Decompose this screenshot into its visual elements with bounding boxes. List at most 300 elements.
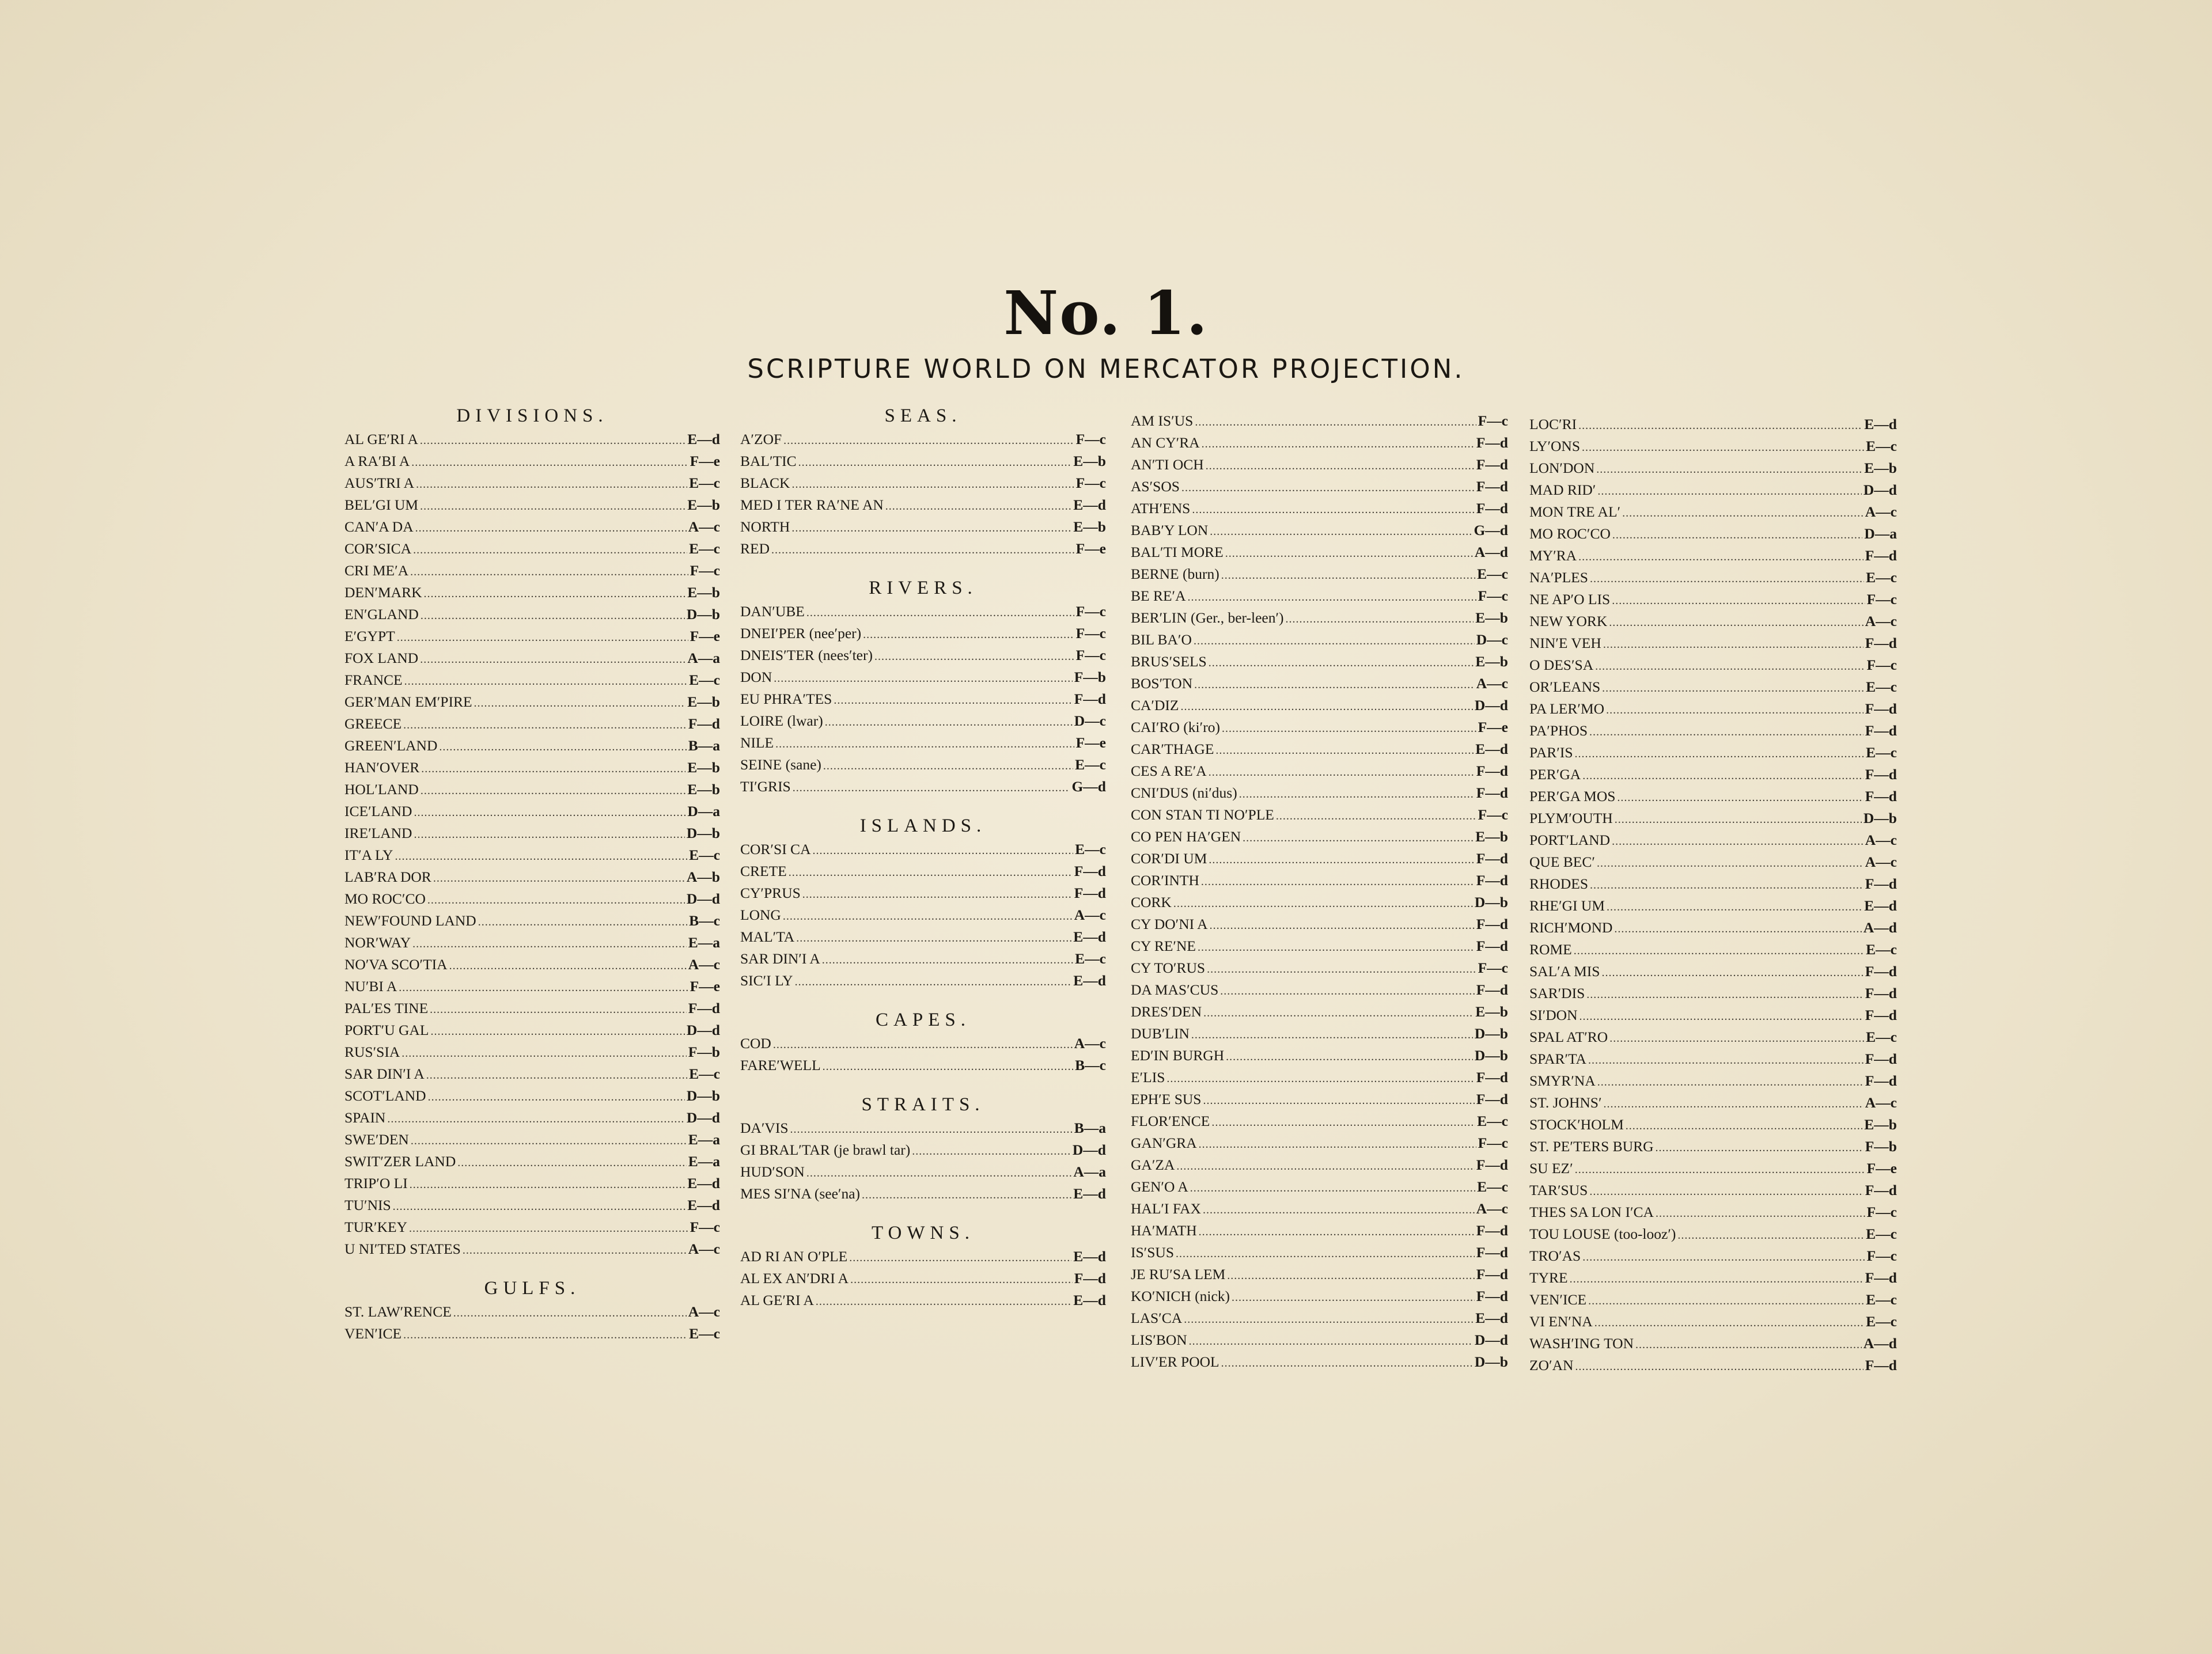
index-entry: [1131, 760, 1508, 782]
entry-name: FARE′WELL: [740, 1057, 821, 1073]
entry-name: DA MAS′CUS: [1131, 981, 1219, 998]
entry-name: VEN′ICE: [1529, 1291, 1587, 1308]
index-entry: [740, 1117, 1106, 1139]
entry-name: FOX LAND: [344, 650, 419, 666]
dot-leader: [885, 495, 1072, 517]
dot-leader: [1609, 612, 1863, 633]
entry-name: DON: [740, 669, 772, 685]
entry-name: E′GYPT: [344, 628, 395, 644]
entry-name: SAR DIN′I A: [740, 950, 820, 967]
index-entry: [1131, 870, 1508, 892]
dot-leader: [395, 845, 687, 867]
index-entry: [1529, 1201, 1897, 1223]
index-entry: [740, 710, 1106, 732]
index-entry: [344, 472, 720, 494]
index-column-2: [740, 403, 1106, 1311]
grid-reference: A—c: [1865, 853, 1897, 870]
grid-reference: F—c: [1866, 1204, 1897, 1220]
dot-leader: [1575, 1159, 1865, 1181]
grid-reference: F—d: [1476, 1288, 1508, 1304]
index-entry: [740, 882, 1106, 904]
grid-reference: E—d: [687, 1197, 720, 1213]
index-entry: [1529, 1355, 1897, 1376]
entry-name: LAB′RA DOR: [344, 868, 431, 885]
entry-name: AL GE′RI A: [740, 1292, 814, 1308]
index-entry: [344, 1019, 720, 1041]
entry-name: PAR′IS: [1529, 744, 1573, 761]
dot-leader: [791, 473, 1074, 495]
index-entry: [344, 560, 720, 582]
grid-reference: E—c: [689, 1325, 720, 1342]
dot-leader: [1176, 1243, 1475, 1265]
index-entry: [1131, 1088, 1508, 1110]
dot-leader: [789, 862, 1073, 883]
entry-name: DRES′DEN: [1131, 1003, 1202, 1020]
grid-reference: E—c: [1866, 941, 1897, 958]
dot-leader: [411, 452, 688, 473]
grid-reference: E—d: [1073, 496, 1106, 513]
index-entry: [344, 866, 720, 888]
dot-leader: [1612, 524, 1862, 546]
dot-leader: [1199, 1133, 1476, 1155]
grid-reference: F—d: [1865, 985, 1897, 1001]
dot-leader: [771, 539, 1074, 561]
entry-name: EN′GLAND: [344, 606, 419, 623]
index-entry: [1529, 1311, 1897, 1333]
dot-leader: [1597, 480, 1862, 502]
dot-leader: [1590, 568, 1864, 590]
dot-leader: [816, 1291, 1071, 1312]
dot-leader: [433, 867, 685, 889]
entry-name: CY′PRUS: [740, 885, 801, 901]
grid-reference: A—c: [1074, 1035, 1106, 1052]
dot-leader: [790, 1118, 1073, 1140]
grid-reference: D—b: [686, 1087, 720, 1104]
index-entry: [1529, 1092, 1897, 1114]
index-entry: [344, 801, 720, 822]
entry-name: LY′ONS: [1529, 438, 1581, 454]
index-entry: [1529, 523, 1897, 545]
grid-reference: F—c: [690, 1219, 720, 1235]
entry-name: GREECE: [344, 715, 402, 732]
grid-reference: F—b: [1074, 669, 1106, 685]
entry-name: COD: [740, 1035, 771, 1052]
dot-leader: [812, 840, 1073, 862]
index-entry: [1529, 1048, 1897, 1070]
dot-leader: [1575, 1356, 1863, 1378]
entry-name: IRE′LAND: [344, 825, 412, 841]
index-entry: [1529, 545, 1897, 567]
entry-name: LIS′BON: [1131, 1331, 1187, 1348]
grid-reference: F—d: [1476, 434, 1508, 451]
grid-reference: E—c: [1477, 566, 1508, 582]
index-entry: [1529, 435, 1897, 457]
grid-reference: D—b: [1474, 894, 1508, 911]
entry-name: BERNE (burn): [1131, 566, 1219, 582]
section-heading: RIVERS.: [869, 578, 978, 598]
index-entry: [1529, 829, 1897, 851]
entry-name: IT′A LY: [344, 847, 393, 863]
dot-leader: [806, 602, 1074, 624]
grid-reference: F—d: [1865, 1007, 1897, 1023]
entry-name: ROME: [1529, 941, 1572, 958]
index-entry: [1131, 1264, 1508, 1285]
dot-leader: [1189, 1330, 1473, 1352]
dot-leader: [850, 1269, 1073, 1291]
grid-reference: F—e: [690, 978, 720, 995]
grid-reference: E—d: [687, 1175, 720, 1192]
entry-name: AN′TI OCH: [1131, 456, 1204, 473]
index-section: [1529, 414, 1897, 1376]
entry-name: BAB′Y LON: [1131, 522, 1209, 538]
index-entry: [1529, 1136, 1897, 1158]
entry-name: NILE: [740, 734, 774, 751]
entry-name: LOC′RI: [1529, 416, 1577, 433]
grid-reference: B—a: [1074, 1120, 1106, 1136]
index-entry: [1529, 851, 1897, 873]
index-entry: [1529, 1333, 1897, 1355]
dot-leader: [806, 1162, 1071, 1184]
dot-leader: [1604, 1093, 1863, 1115]
index-entry: [1529, 589, 1897, 610]
grid-reference: E—d: [1475, 1310, 1508, 1326]
index-entry: [344, 582, 720, 604]
entry-name: EU PHRA′TES: [740, 691, 832, 707]
entry-name: OR′LEANS: [1529, 678, 1601, 695]
grid-reference: D—d: [686, 1022, 720, 1038]
grid-reference: B—c: [689, 912, 720, 929]
entry-name: ST. PE′TERS BURG: [1529, 1138, 1654, 1155]
entry-name: DUB′LIN: [1131, 1025, 1190, 1042]
index-entry: [1529, 457, 1897, 479]
entry-name: BAL′TI MORE: [1131, 544, 1224, 560]
dot-leader: [421, 780, 685, 802]
grid-reference: E—b: [687, 759, 720, 776]
grid-reference: E—c: [1866, 1029, 1897, 1045]
grid-reference: A—a: [1073, 1163, 1106, 1180]
grid-reference: E—c: [1075, 756, 1106, 773]
grid-reference: F—c: [1478, 587, 1508, 604]
dot-leader: [420, 648, 685, 670]
dot-leader: [1582, 765, 1863, 787]
index-entry: [344, 1301, 720, 1323]
dot-leader: [1612, 590, 1865, 612]
dot-leader: [1188, 586, 1476, 608]
entry-name: SAL′A MIS: [1529, 963, 1600, 980]
dot-leader: [874, 646, 1074, 667]
dot-leader: [825, 711, 1073, 733]
index-entry: [1529, 698, 1897, 720]
index-entry: [1529, 501, 1897, 523]
index-entry: [1131, 410, 1508, 432]
section-heading: ISLANDS.: [859, 815, 987, 836]
index-entry: [1529, 873, 1897, 895]
dot-leader: [416, 473, 687, 495]
index-entry: [1131, 848, 1508, 870]
dot-leader: [1607, 896, 1862, 918]
entry-name: GA′ZA: [1131, 1156, 1175, 1173]
grid-reference: D—d: [1863, 481, 1897, 498]
index-entry: [1131, 1329, 1508, 1351]
entry-name: RICH′MOND: [1529, 919, 1613, 936]
grid-reference: A—c: [688, 518, 720, 535]
index-entry: [740, 1054, 1106, 1076]
entry-name: RHODES: [1529, 875, 1589, 892]
dot-leader: [1597, 1071, 1863, 1093]
dot-leader: [1202, 433, 1475, 455]
grid-reference: D—a: [687, 803, 720, 820]
grid-reference: D—b: [1863, 810, 1897, 826]
grid-reference: E—b: [1475, 828, 1508, 845]
grid-reference: F—c: [1075, 603, 1106, 620]
entry-name: MON TRE AL′: [1529, 503, 1621, 520]
dot-leader: [1602, 677, 1864, 699]
dot-leader: [1590, 874, 1863, 896]
entry-name: BEL′GI UM: [344, 496, 419, 513]
grid-reference: F—d: [1865, 547, 1897, 564]
dot-leader: [1595, 655, 1865, 677]
index-entry: [1131, 673, 1508, 695]
grid-reference: F—d: [1865, 875, 1897, 892]
grid-reference: F—c: [1866, 1247, 1897, 1264]
entry-name: HAN′OVER: [344, 759, 420, 776]
index-entry: [1529, 1289, 1897, 1311]
dot-leader: [1597, 852, 1863, 874]
entry-name: MES SI′NA (see′na): [740, 1185, 861, 1202]
grid-reference: E—d: [1864, 416, 1897, 433]
grid-reference: F—c: [690, 562, 720, 579]
index-entry: [344, 779, 720, 801]
entry-name: SPAIN: [344, 1109, 386, 1126]
entry-name: COR′SI CA: [740, 841, 811, 858]
index-section: [344, 1276, 720, 1345]
entry-name: TUR′KEY: [344, 1219, 407, 1235]
entry-name: MAL′TA: [740, 928, 795, 945]
entry-name: NOR′WAY: [344, 934, 411, 951]
index-entry: [1131, 541, 1508, 563]
dot-leader: [415, 517, 687, 539]
grid-reference: E—c: [689, 847, 720, 863]
index-entry: [1529, 1158, 1897, 1179]
grid-reference: A—c: [1865, 613, 1897, 629]
index-entry: [1131, 1023, 1508, 1045]
index-entry: [344, 625, 720, 647]
index-entry: [1131, 1132, 1508, 1154]
entry-name: CAN′A DA: [344, 518, 414, 535]
index-entry: [1529, 982, 1897, 1004]
grid-reference: F—c: [1075, 625, 1106, 642]
dot-leader: [1203, 1002, 1474, 1024]
dot-leader: [403, 1324, 687, 1346]
dot-leader: [426, 1064, 687, 1086]
entry-name: E′LIS: [1131, 1069, 1165, 1086]
entry-name: NU′BI A: [344, 978, 397, 995]
index-entry: [1131, 1285, 1508, 1307]
entry-name: GREEN′LAND: [344, 737, 438, 754]
dot-leader: [1222, 718, 1476, 739]
entry-name: ST. JOHNS′: [1529, 1094, 1602, 1111]
entry-name: CY DO′NI A: [1131, 916, 1208, 932]
index-entry: [1529, 1114, 1897, 1136]
entry-name: BOS′TON: [1131, 675, 1193, 692]
grid-reference: E—b: [687, 781, 720, 798]
entry-name: U NI′TED STATES: [344, 1240, 461, 1257]
entry-name: TU′NIS: [344, 1197, 391, 1213]
index-entry: [1529, 479, 1897, 501]
index-entry: [740, 472, 1106, 494]
dot-leader: [1276, 805, 1476, 827]
index-section: [740, 403, 1106, 560]
grid-reference: D—d: [686, 890, 720, 907]
entry-name: MAD RID′: [1529, 481, 1596, 498]
index-entry: [1529, 917, 1897, 939]
grid-reference: F—d: [1865, 788, 1897, 805]
index-entry: [1529, 1004, 1897, 1026]
dot-leader: [1211, 1111, 1475, 1133]
grid-reference: F—d: [1476, 456, 1508, 473]
dot-leader: [1286, 608, 1474, 630]
dot-leader: [1601, 962, 1863, 984]
dot-leader: [1227, 1265, 1474, 1287]
index-entry: [740, 732, 1106, 754]
dot-leader: [1589, 721, 1863, 743]
grid-reference: D—a: [1864, 525, 1897, 542]
index-column-4: [1529, 414, 1897, 1376]
entry-name: CO PEN HA′GEN: [1131, 828, 1241, 845]
grid-reference: A—d: [1474, 544, 1508, 560]
grid-reference: F—d: [1476, 762, 1508, 779]
grid-reference: D—d: [1072, 1141, 1106, 1158]
grid-reference: E—c: [689, 1065, 720, 1082]
entry-name: CES A RE′A: [1131, 762, 1207, 779]
index-entry: [344, 844, 720, 866]
index-entry: [740, 516, 1106, 538]
dot-leader: [783, 430, 1074, 452]
entry-name: BIL BA′O: [1131, 631, 1192, 648]
grid-reference: F—d: [1865, 1269, 1897, 1286]
entry-name: VI EN′NA: [1529, 1313, 1593, 1330]
page-subtitle: SCRIPTURE WORLD ON MERCATOR PROJECTION.: [747, 354, 1465, 384]
index-entry: [344, 450, 720, 472]
dot-leader: [453, 1302, 687, 1324]
grid-reference: A—d: [1863, 1335, 1897, 1352]
entry-name: RHE′GI UM: [1529, 897, 1605, 914]
dot-leader: [1203, 1090, 1474, 1111]
entry-name: PA′PHOS: [1529, 722, 1588, 739]
dot-leader: [421, 758, 685, 780]
dot-leader: [402, 1042, 686, 1064]
entry-name: DEN′MARK: [344, 584, 422, 601]
index-entry: [1131, 804, 1508, 826]
index-entry: [1131, 1154, 1508, 1176]
entry-name: SAR DIN′I A: [344, 1065, 425, 1082]
index-entry: [344, 976, 720, 997]
grid-reference: E—b: [1864, 1116, 1897, 1133]
dot-leader: [1606, 699, 1863, 721]
grid-reference: F—d: [1865, 1050, 1897, 1067]
entry-name: AL GE′RI A: [344, 431, 418, 447]
entry-name: TRIP′O LI: [344, 1175, 408, 1192]
grid-reference: F—e: [1866, 1160, 1897, 1177]
entry-name: LAS′CA: [1131, 1310, 1183, 1326]
index-entry: [1131, 519, 1508, 541]
entry-name: QUE BEC′: [1529, 853, 1595, 870]
index-entry: [344, 954, 720, 976]
grid-reference: F—e: [1075, 540, 1106, 557]
entry-name: LOIRE (lwar): [740, 712, 823, 729]
grid-reference: A—c: [1865, 1094, 1897, 1111]
index-entry: [1529, 807, 1897, 829]
index-entry: [740, 1033, 1106, 1054]
grid-reference: A—d: [1863, 919, 1897, 936]
grid-reference: F—d: [1476, 478, 1508, 495]
dot-leader: [463, 1239, 687, 1261]
entry-name: BAL′TIC: [740, 453, 797, 469]
grid-reference: F—c: [1075, 475, 1106, 491]
entry-name: HAL′I FAX: [1131, 1200, 1201, 1217]
index-entry: [344, 1063, 720, 1085]
entry-name: DA′VIS: [740, 1120, 789, 1136]
grid-reference: A—c: [1476, 1200, 1508, 1217]
grid-reference: D—c: [1476, 631, 1508, 648]
grid-reference: F—d: [1865, 635, 1897, 651]
page-title: No. 1.: [1003, 278, 1209, 348]
grid-reference: A—b: [686, 868, 720, 885]
grid-reference: E—c: [1866, 678, 1897, 695]
section-heading: CAPES.: [876, 1010, 971, 1030]
entry-name: MO ROC′CO: [344, 890, 426, 907]
entry-name: WASH′ING TON: [1529, 1335, 1634, 1352]
dot-leader: [823, 755, 1073, 777]
index-entry: [1529, 676, 1897, 698]
grid-reference: E—a: [688, 1131, 720, 1148]
grid-reference: A—c: [1074, 906, 1106, 923]
entry-name: GAN′GRA: [1131, 1135, 1197, 1151]
entry-name: BLACK: [740, 475, 790, 491]
dot-leader: [414, 824, 684, 845]
index-entry: [1131, 738, 1508, 760]
index-entry: [344, 1151, 720, 1173]
index-entry: [1529, 786, 1897, 807]
entry-name: AM IS′US: [1131, 412, 1194, 429]
entry-name: NEW YORK: [1529, 613, 1608, 629]
dot-leader: [1221, 564, 1475, 586]
index-entry: [344, 1085, 720, 1107]
dot-leader: [1210, 521, 1472, 543]
index-entry: [740, 860, 1106, 882]
grid-reference: F—d: [1476, 784, 1508, 801]
entry-name: TYRE: [1529, 1269, 1568, 1286]
index-entry: [1529, 414, 1897, 435]
dot-leader: [1656, 1202, 1865, 1224]
index-entry: [740, 1183, 1106, 1205]
index-entry: [1131, 454, 1508, 476]
dot-leader: [1210, 915, 1475, 936]
grid-reference: E—d: [1073, 972, 1106, 989]
index-entry: [344, 713, 720, 735]
index-entry: [740, 1161, 1106, 1183]
dot-leader: [1588, 1049, 1863, 1071]
grid-reference: F—e: [690, 628, 720, 644]
entry-name: NA′PLES: [1529, 569, 1588, 586]
index-entry: [1529, 1026, 1897, 1048]
entry-name: GER′MAN EM′PIRE: [344, 693, 472, 710]
dot-leader: [1589, 1181, 1863, 1202]
dot-leader: [1166, 1068, 1474, 1090]
index-entry: [1131, 716, 1508, 738]
grid-reference: F—d: [1476, 872, 1508, 889]
grid-reference: F—d: [1865, 1072, 1897, 1089]
